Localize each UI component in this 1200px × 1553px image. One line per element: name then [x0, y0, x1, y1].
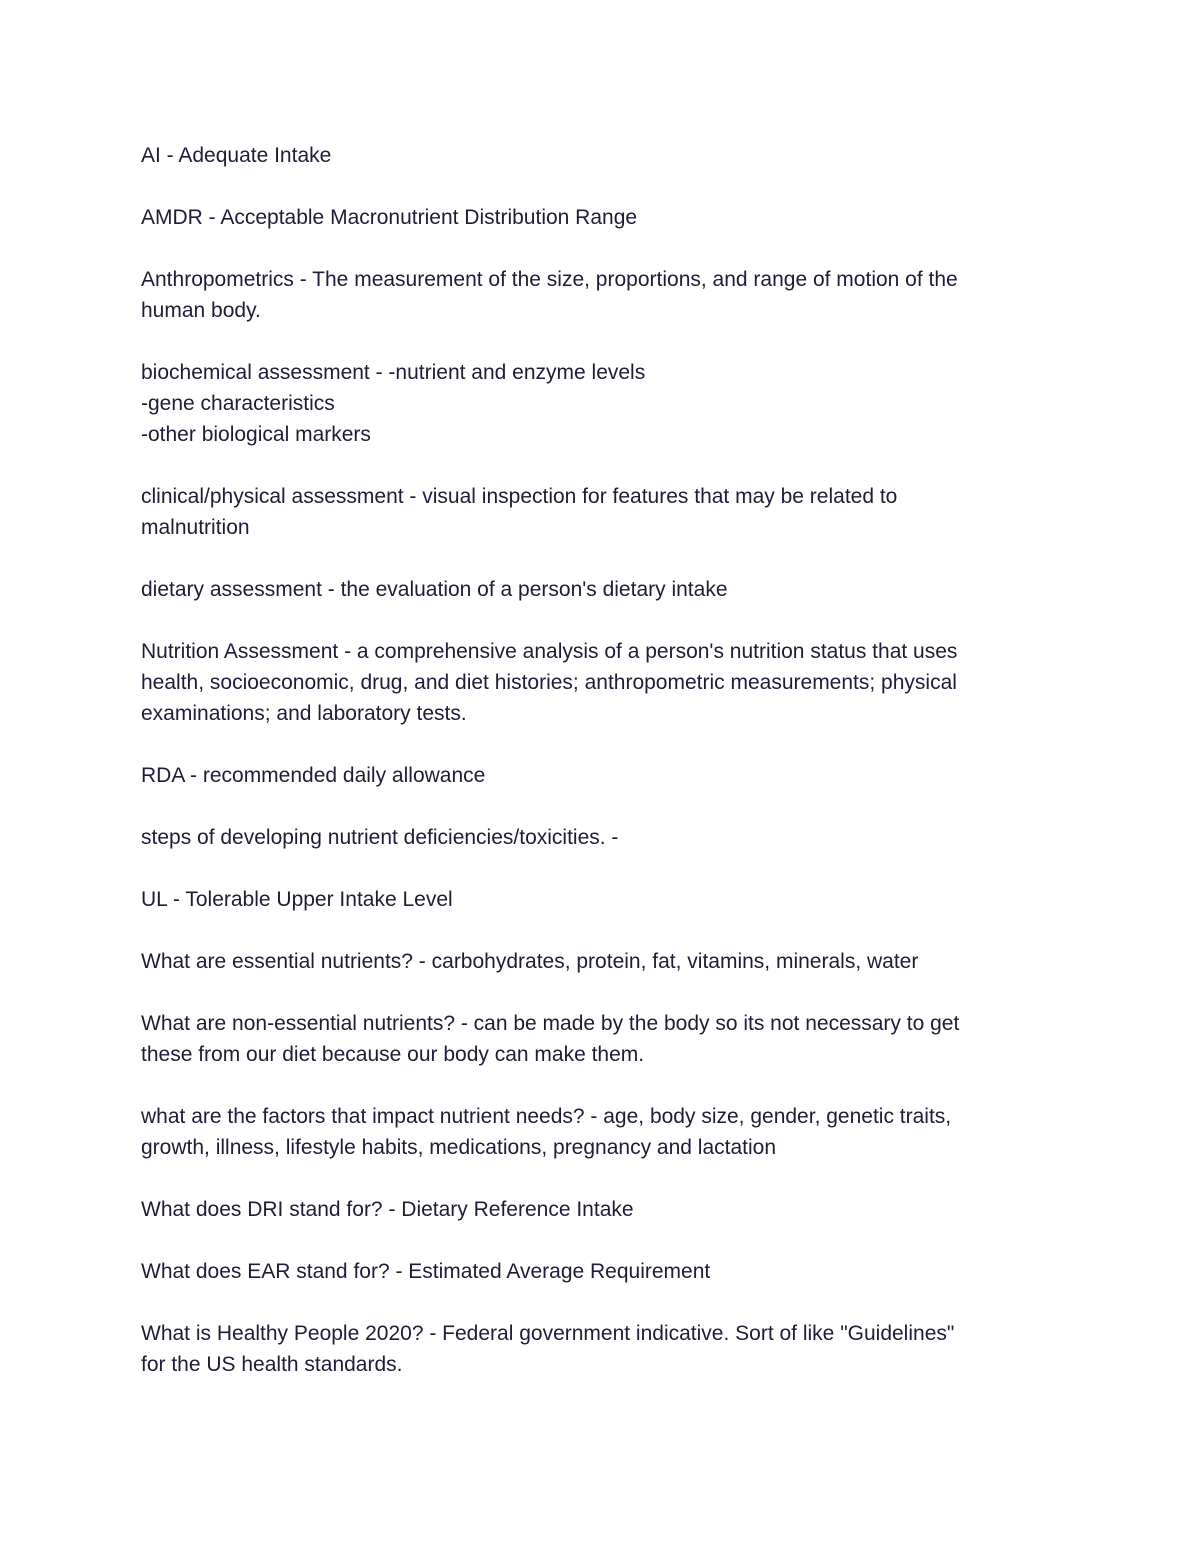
entry-line: what are the factors that impact nutrient needs? - age, body size, gender, genetic traits, — [141, 1105, 952, 1128]
entry-steps-deficiencies — [141, 822, 1071, 853]
entry-dietary-assessment — [141, 574, 1071, 605]
entry-healthy-people — [141, 1318, 1071, 1380]
entry-nutrition-assessment — [141, 636, 1071, 729]
entry-line: for the US health standards. — [141, 1353, 403, 1376]
entry-ear — [141, 1256, 1071, 1287]
entry-line: UL - Tolerable Upper Intake Level — [141, 888, 453, 911]
entry-line: What are non-essential nutrients? - can be made by the body so its not necessary to get — [141, 1012, 960, 1035]
entry-factors-nutrient-needs — [141, 1101, 1071, 1163]
entry-line: Anthropometrics - The measurement of the size, proportions, and range of motion of the — [141, 268, 958, 291]
entry-line: these from our diet because our body can make them. — [141, 1043, 645, 1066]
entry-amdr — [141, 202, 1071, 233]
entry-line: RDA - recommended daily allowance — [141, 764, 486, 787]
entry-line: malnutrition — [141, 516, 250, 539]
entry-rda — [141, 760, 1071, 791]
entry-non-essential-nutrients — [141, 1008, 1071, 1070]
entry-line: What is Healthy People 2020? - Federal government indicative. Sort of like "Guidelines" — [141, 1322, 955, 1345]
entry-line: -other biological markers — [141, 423, 371, 446]
entry-anthropometrics — [141, 264, 1071, 326]
entry-ai — [141, 140, 1071, 171]
entry-line: biochemical assessment - -nutrient and enzyme levels — [141, 361, 646, 384]
entry-line: What does DRI stand for? - Dietary Reference Intake — [141, 1198, 634, 1221]
entry-dri — [141, 1194, 1071, 1225]
entry-line: clinical/physical assessment - visual inspection for features that may be related to — [141, 485, 898, 508]
entry-line: health, socioeconomic, drug, and diet histories; anthropometric measurements; physical — [141, 671, 957, 694]
entry-line: growth, illness, lifestyle habits, medications, pregnancy and lactation — [141, 1136, 777, 1159]
entry-ul — [141, 884, 1071, 915]
entry-line: AMDR - Acceptable Macronutrient Distribution Range — [141, 206, 638, 229]
entry-line: -gene characteristics — [141, 392, 335, 415]
entry-line: human body. — [141, 299, 261, 322]
entry-biochemical-assessment — [141, 357, 1071, 450]
entry-line: AI - Adequate Intake — [141, 144, 332, 167]
entry-line: dietary assessment - the evaluation of a person's dietary intake — [141, 578, 728, 601]
entry-essential-nutrients — [141, 946, 1071, 977]
entry-line: What does EAR stand for? - Estimated Average Requirement — [141, 1260, 711, 1283]
entry-clinical-assessment — [141, 481, 1071, 543]
entry-line: Nutrition Assessment - a comprehensive analysis of a person's nutrition status that uses — [141, 640, 958, 663]
entry-line: steps of developing nutrient deficiencies/toxicities. - — [141, 826, 619, 849]
document-content — [141, 140, 1071, 1411]
entry-line: What are essential nutrients? - carbohydrates, protein, fat, vitamins, minerals, water — [141, 950, 919, 973]
entry-line: examinations; and laboratory tests. — [141, 702, 467, 725]
